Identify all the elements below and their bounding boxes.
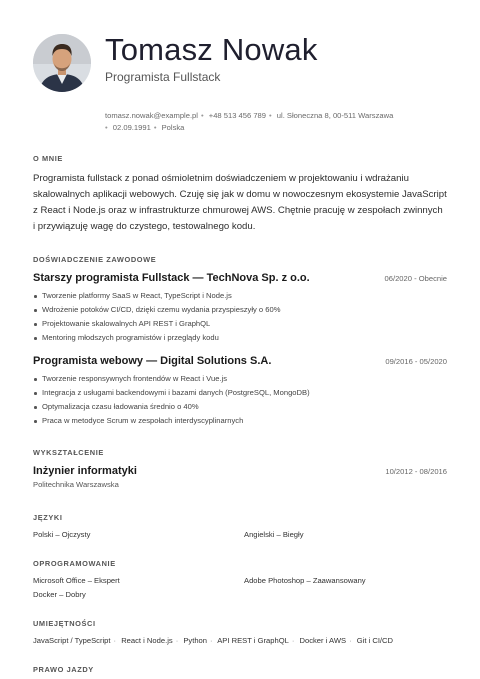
job-bullet: Tworzenie platformy SaaS w React, TypeScript i Node.js bbox=[33, 289, 447, 303]
software-item: Docker – Dobry bbox=[33, 590, 86, 599]
section-title-experience: DOŚWIADCZENIE ZAWODOWE bbox=[33, 255, 157, 264]
job-entry bbox=[33, 272, 447, 345]
skill-item: Docker i AWS bbox=[299, 636, 347, 645]
contact-info: tomasz.nowak@example.pl • +48 513 456 789 • ul. Słoneczna 8, 00-511 Warszawa • 02.09.1991 • Polska bbox=[105, 111, 394, 132]
degree: Inżynier informatyki bbox=[33, 465, 137, 477]
section-title-languages: JĘZYKI bbox=[33, 513, 63, 522]
job-bullet: Wdrożenie potoków CI/CD, dzięki czemu wydania przyspieszyły o 60% bbox=[33, 303, 447, 317]
education-date: 10/2012 - 08/2016 bbox=[385, 467, 447, 476]
skill-item: Python bbox=[183, 636, 207, 645]
job-bullet: Optymalizacja czasu ładowania średnio o 40% bbox=[33, 400, 447, 414]
job-bullets bbox=[33, 372, 447, 428]
profile-photo bbox=[33, 34, 91, 92]
section-title-license: PRAWO JAZDY bbox=[33, 665, 94, 674]
job-date: 06/2020 - Obecnie bbox=[384, 274, 447, 283]
job-title: Programista webowy — Digital Solutions S.A. bbox=[33, 355, 272, 367]
section-title-software: OPROGRAMOWANIE bbox=[33, 559, 116, 568]
job-bullet: Mentoring młodszych programistów i przeglądy kodu bbox=[33, 331, 447, 345]
job-date: 09/2016 - 05/2020 bbox=[385, 357, 447, 366]
skill-item: JavaScript / TypeScript bbox=[33, 636, 111, 645]
software-item: Adobe Photoshop – Zaawansowany bbox=[244, 576, 366, 585]
skill-item: API REST i GraphQL bbox=[217, 636, 289, 645]
language-item: Angielski – Biegły bbox=[244, 530, 304, 539]
software-item: Microsoft Office – Ekspert bbox=[33, 576, 120, 585]
birth-date: 02.09.1991 bbox=[112, 123, 151, 132]
section-title-about: O MNIE bbox=[33, 154, 63, 163]
language-item: Polski – Ojczysty bbox=[33, 530, 91, 539]
job-bullet: Projektowanie skalowalnych API REST i GraphQL bbox=[33, 317, 447, 331]
job-title: Starszy programista Fullstack — TechNova Sp. z o.o. bbox=[33, 272, 310, 284]
country: Polska bbox=[161, 123, 185, 132]
job-bullet: Praca w metodyce Scrum w zespołach interdyscyplinarnych bbox=[33, 414, 447, 428]
job-entry bbox=[33, 355, 447, 428]
address: ul. Słoneczna 8, 00-511 Warszawa bbox=[276, 111, 394, 120]
section-title-education: WYKSZTAŁCENIE bbox=[33, 448, 104, 457]
about-text: Programista fullstack z ponad ośmioletnim doświadczeniem w projektowaniu i wdrażaniu skalowalnych aplikacji webowych. Czuję się jak w domu w nowoczesnym ekosystemie JavaScript z React i Node.js oraz w infrastrukturze chmurowej AWS. Chętnie pracuję w zespołach zwinnych i przywiązuję wagę do czystego, testowalnego kodu. bbox=[33, 173, 447, 232]
skill-item: React i Node.js bbox=[121, 636, 173, 645]
email: tomasz.nowak@example.pl bbox=[105, 111, 198, 120]
software-list bbox=[33, 576, 447, 599]
candidate-role: Programista Fullstack bbox=[105, 70, 221, 84]
skills-list: JavaScript / TypeScript · React i Node.js · Python · API REST i GraphQL · Docker i AWS · Git i CI/CD bbox=[33, 636, 394, 645]
school: Politechnika Warszawska bbox=[33, 480, 119, 489]
section-title-skills: UMIEJĘTNOŚCI bbox=[33, 619, 96, 628]
job-bullets bbox=[33, 289, 447, 345]
job-bullet: Integracja z usługami backendowymi i bazami danych (PostgreSQL, MongoDB) bbox=[33, 386, 447, 400]
phone: +48 513 456 789 bbox=[208, 111, 266, 120]
languages-list bbox=[33, 530, 447, 539]
candidate-name: Tomasz Nowak bbox=[105, 32, 318, 67]
education-entry bbox=[33, 465, 447, 489]
skill-item: Git i CI/CD bbox=[356, 636, 394, 645]
header bbox=[33, 0, 447, 92]
job-bullet: Tworzenie responsywnych frontendów w React i Vue.js bbox=[33, 372, 447, 386]
